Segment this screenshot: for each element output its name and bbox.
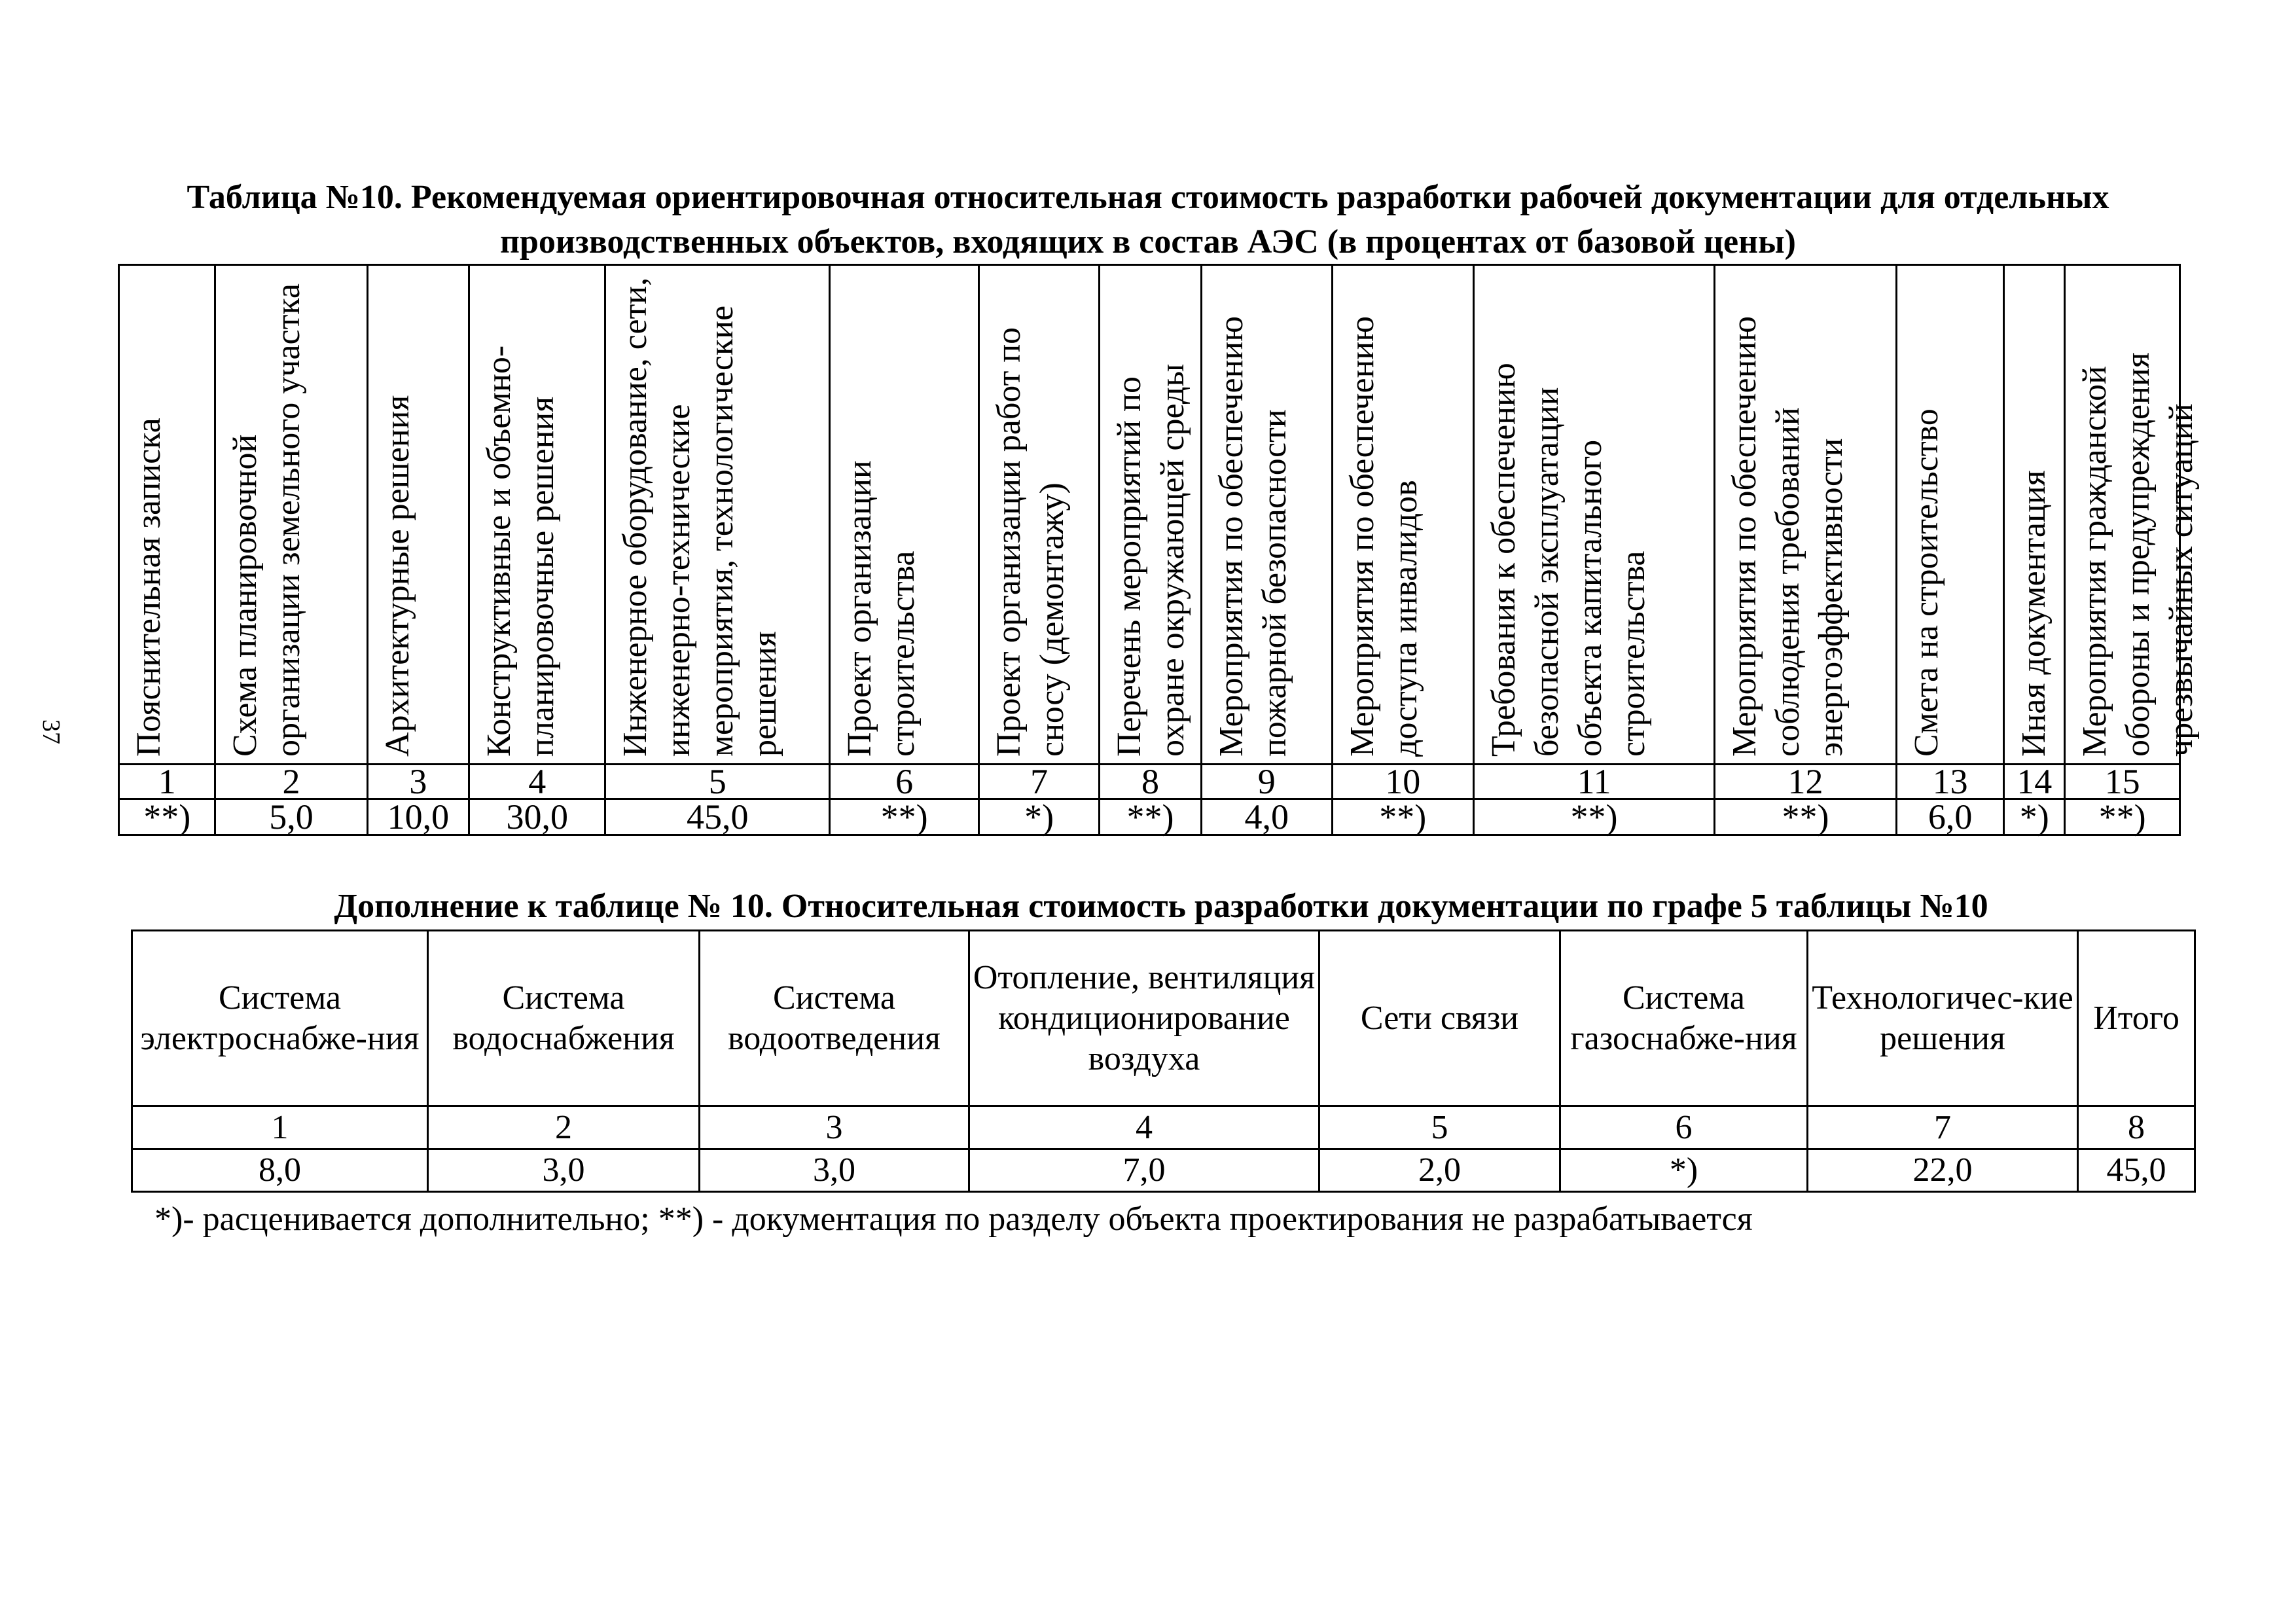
column-number: 15 [2065,765,2180,799]
column-number: 2 [215,765,367,799]
column-number: 7 [979,765,1100,799]
header-cell: Проект организации работ по сносу (демонтажу) [979,265,1100,765]
supplement-table [131,929,2196,1193]
value-cell: 7,0 [969,1149,1319,1192]
value-cell: 8,0 [132,1149,428,1192]
header-cell: Требования к обеспечению безопасной эксплуатации объекта капитального строительства [1473,265,1714,765]
header-cell: Отопление, вентиляция кондиционирование воздуха [969,931,1319,1106]
header-cell: Иная документация [2004,265,2065,765]
column-number: 11 [1473,765,1714,799]
value-cell: 45,0 [605,799,830,835]
value-cell: 4,0 [1201,799,1332,835]
column-number: 13 [1897,765,2004,799]
header-row [119,265,2180,765]
value-cell: **) [1332,799,1473,835]
column-number: 6 [1560,1106,1808,1149]
header-cell: Система газоснабже-ния [1560,931,1808,1106]
header-cell: Сети связи [1319,931,1560,1106]
column-number: 8 [1100,765,1202,799]
column-number: 2 [428,1106,700,1149]
column-number: 1 [119,765,215,799]
value-cell: **) [119,799,215,835]
value-row [132,1149,2195,1192]
column-number: 4 [969,1106,1319,1149]
header-cell: Мероприятия по обеспечению пожарной безопасности [1201,265,1332,765]
header-cell: Проект организации строительства [830,265,979,765]
column-number: 6 [830,765,979,799]
header-cell: Система водоотведения [700,931,969,1106]
column-number: 5 [605,765,830,799]
value-cell: **) [1100,799,1202,835]
header-cell: Архитектурные решения [367,265,469,765]
header-cell: Технологичес-кие решения [1808,931,2078,1106]
value-cell: *) [979,799,1100,835]
column-number-row [132,1106,2195,1149]
column-number-row [119,765,2180,799]
value-cell: *) [2004,799,2065,835]
header-cell: Смета на строительство [1897,265,2004,765]
column-number: 8 [2078,1106,2195,1149]
header-cell: Перечень мероприятий по охране окружающей среды [1100,265,1202,765]
value-row [119,799,2180,835]
value-cell: 45,0 [2078,1149,2195,1192]
value-cell: **) [1714,799,1896,835]
value-cell: 2,0 [1319,1149,1560,1192]
header-row [132,931,2195,1106]
value-cell: 22,0 [1808,1149,2078,1192]
value-cell: **) [1473,799,1714,835]
table2-title: Дополнение к таблице № 10. Относительная стоимость разработки документации по графе 5 таблицы №10 [334,888,1988,925]
header-cell: Система водоснабжения [428,931,700,1106]
header-cell: Мероприятия гражданской обороны и предупреждения чрезвычайных ситуаций [2065,265,2180,765]
column-number: 1 [132,1106,428,1149]
footnote: *)- расценивается дополнительно; **) - документация по разделу объекта проектирования не разрабатывается [154,1200,1753,1238]
column-number: 10 [1332,765,1473,799]
page-number: 37 [37,719,65,744]
header-cell: Схема планировочной организации земельного участка [215,265,367,765]
cost-table [118,264,2200,837]
value-cell: *) [1560,1149,1808,1192]
column-number: 4 [469,765,605,799]
header-cell: Мероприятия по обеспечению доступа инвалидов [1332,265,1473,765]
value-cell: **) [2065,799,2180,835]
value-cell: 3,0 [428,1149,700,1192]
column-number: 14 [2004,765,2065,799]
value-cell: 6,0 [1897,799,2004,835]
header-cell: Мероприятия по обеспечению соблюдения требований энергоэффективности [1714,265,1896,765]
header-cell: Инженерное оборудование, сети, инженерно-технические мероприятия, технологические решения [605,265,830,765]
column-number: 12 [1714,765,1896,799]
header-cell: Итого [2078,931,2195,1106]
column-number: 7 [1808,1106,2078,1149]
header-cell: Система электроснабже-ния [132,931,428,1106]
header-cell: Пояснительная записка [119,265,215,765]
value-cell: 10,0 [367,799,469,835]
column-number: 5 [1319,1106,1560,1149]
column-number: 3 [367,765,469,799]
value-cell: 30,0 [469,799,605,835]
column-number: 9 [1201,765,1332,799]
value-cell: **) [830,799,979,835]
column-number: 3 [700,1106,969,1149]
table1-title: Таблица №10. Рекомендуемая ориентировочная относительная стоимость разработки рабочей документации для отдельных производственных объектов, входящих в состав АЭС (в процентах от базовой цены) [187,179,2109,261]
value-cell: 3,0 [700,1149,969,1192]
value-cell: 5,0 [215,799,367,835]
header-cell: Конструктивные и объемно-планировочные решения [469,265,605,765]
